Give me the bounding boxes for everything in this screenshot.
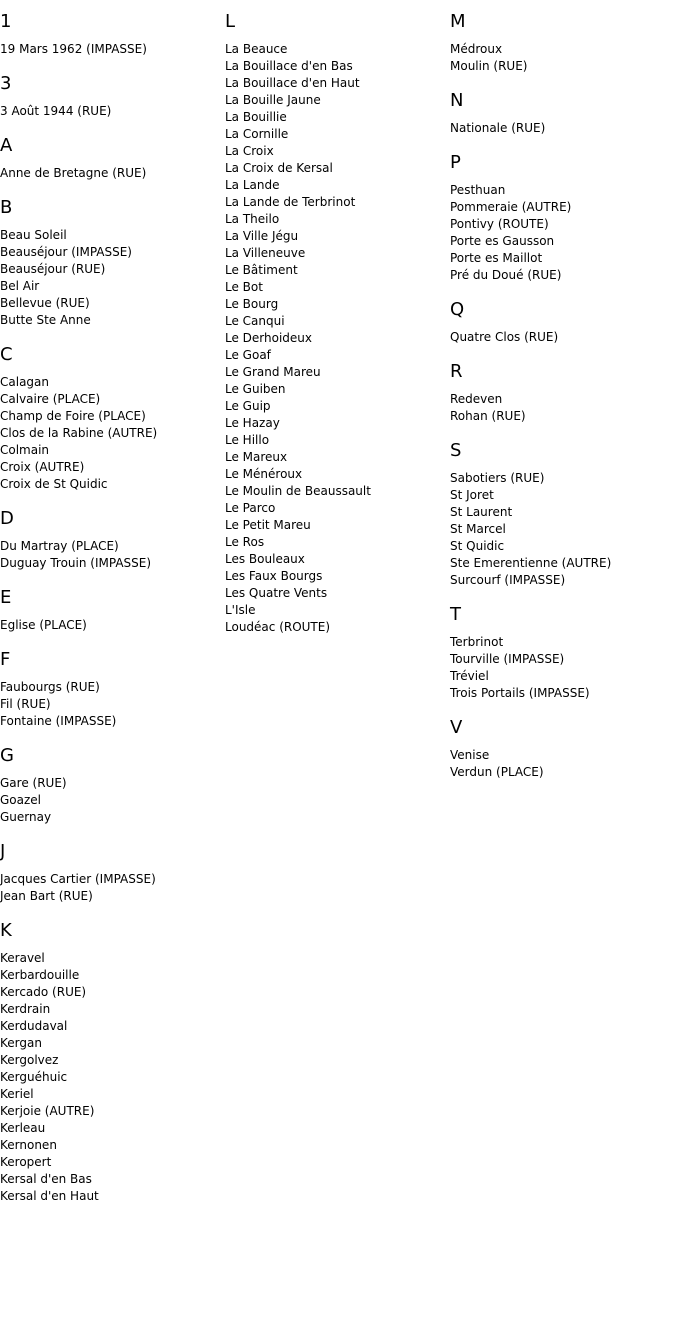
street-list	[450, 634, 675, 702]
letter-heading: Q	[450, 299, 465, 320]
street-link[interactable]: Les Quatre Vents	[225, 586, 328, 600]
street-link[interactable]: Gare (RUE)	[0, 776, 67, 790]
street-list	[450, 329, 675, 346]
street-link[interactable]: Le Moulin de Beaussault	[225, 484, 371, 498]
street-link[interactable]: Le Canqui	[225, 314, 285, 328]
letter-heading: V	[450, 717, 463, 738]
street-list	[0, 227, 220, 329]
street-link[interactable]: La Bouillace d'en Haut	[225, 76, 360, 90]
street-link[interactable]: Tréviel	[450, 669, 489, 683]
letter-group	[450, 90, 675, 137]
street-link[interactable]: Le Bâtiment	[225, 263, 298, 277]
street-list	[450, 747, 675, 781]
street-link[interactable]: St Laurent	[450, 505, 513, 519]
street-link[interactable]: Kerjoie (AUTRE)	[0, 1104, 95, 1118]
street-link[interactable]: Sabotiers (RUE)	[450, 471, 545, 485]
street-link[interactable]: Nationale (RUE)	[450, 121, 546, 135]
street-link[interactable]: Pommeraie (AUTRE)	[450, 200, 572, 214]
letter-heading: T	[450, 604, 461, 625]
street-link[interactable]: Faubourgs (RUE)	[0, 680, 100, 694]
street-link[interactable]: Le Goaf	[225, 348, 271, 362]
letter-group	[450, 440, 675, 589]
street-link[interactable]: Goazel	[0, 793, 42, 807]
street-link[interactable]: Le Parco	[225, 501, 276, 515]
letter-heading: N	[450, 90, 464, 111]
street-index-column-1	[0, 11, 220, 1220]
street-link[interactable]: Le Guiben	[225, 382, 286, 396]
street-link[interactable]: Croix de St Quidic	[0, 477, 108, 491]
street-list	[0, 103, 220, 120]
letter-heading: G	[0, 745, 14, 766]
street-link[interactable]: La Bouille Jaune	[225, 93, 321, 107]
letter-group	[0, 197, 220, 329]
street-link[interactable]: La Lande de Terbrinot	[225, 195, 356, 209]
street-link[interactable]: Anne de Bretagne (RUE)	[0, 166, 147, 180]
street-list	[0, 871, 220, 905]
street-list	[450, 391, 675, 425]
street-link[interactable]: Duguay Trouin (IMPASSE)	[0, 556, 152, 570]
street-link[interactable]: Du Martray (PLACE)	[0, 539, 119, 553]
street-link[interactable]: Kercado (RUE)	[0, 985, 87, 999]
street-link[interactable]: Kerbardouille	[0, 968, 80, 982]
street-link[interactable]: Verdun (PLACE)	[450, 765, 544, 779]
street-link[interactable]: Surcourf (IMPASSE)	[450, 573, 566, 587]
letter-group	[450, 11, 675, 75]
street-link[interactable]: 19 Mars 1962 (IMPASSE)	[0, 42, 147, 56]
street-link[interactable]: La Croix	[225, 144, 274, 158]
street-link[interactable]: Terbrinot	[450, 635, 504, 649]
letter-group	[225, 11, 445, 636]
letter-group	[0, 920, 220, 1205]
letter-group	[0, 344, 220, 493]
letter-group	[0, 649, 220, 730]
street-list	[0, 950, 220, 1205]
street-link[interactable]: Le Mareux	[225, 450, 288, 464]
street-link[interactable]: Quatre Clos (RUE)	[450, 330, 559, 344]
street-link[interactable]: L'Isle	[225, 603, 256, 617]
letter-heading: C	[0, 344, 13, 365]
street-list	[0, 165, 220, 182]
street-link[interactable]: Pontivy (ROUTE)	[450, 217, 549, 231]
street-link[interactable]: Kerdudaval	[0, 1019, 68, 1033]
street-link[interactable]: Bel Air	[0, 279, 40, 293]
letter-heading: P	[450, 152, 461, 173]
street-list	[450, 182, 675, 284]
letter-heading: K	[0, 920, 12, 941]
street-link[interactable]: La Croix de Kersal	[225, 161, 333, 175]
street-link[interactable]: Pré du Doué (RUE)	[450, 268, 562, 282]
letter-group	[0, 135, 220, 182]
letter-heading: 3	[0, 73, 12, 94]
street-link[interactable]: Le Hillo	[225, 433, 270, 447]
letter-heading: A	[0, 135, 13, 156]
letter-heading: L	[225, 11, 236, 32]
street-link[interactable]: Kernonen	[0, 1138, 57, 1152]
letter-heading: E	[0, 587, 12, 608]
letter-heading: R	[450, 361, 463, 382]
street-link[interactable]: St Quidic	[450, 539, 505, 553]
street-link[interactable]: Calagan	[0, 375, 49, 389]
letter-heading: 1	[0, 11, 12, 32]
street-link[interactable]: Keriel	[0, 1087, 34, 1101]
street-link[interactable]: Le Bourg	[225, 297, 279, 311]
letter-heading: S	[450, 440, 462, 461]
street-link[interactable]: La Ville Jégu	[225, 229, 299, 243]
street-link[interactable]: Beauséjour (IMPASSE)	[0, 245, 132, 259]
street-link[interactable]: Kergolvez	[0, 1053, 59, 1067]
street-link[interactable]: Butte Ste Anne	[0, 313, 91, 327]
street-link[interactable]: Kersal d'en Bas	[0, 1172, 92, 1186]
street-link[interactable]: Fil (RUE)	[0, 697, 51, 711]
street-link[interactable]: Colmain	[0, 443, 50, 457]
street-link[interactable]: Les Faux Bourgs	[225, 569, 323, 583]
street-link[interactable]: St Joret	[450, 488, 494, 502]
letter-heading: M	[450, 11, 466, 32]
letter-group	[0, 587, 220, 634]
street-link[interactable]: Médroux	[450, 42, 503, 56]
street-link[interactable]: Kerdrain	[0, 1002, 51, 1016]
street-link[interactable]: Porte es Gausson	[450, 234, 555, 248]
street-link[interactable]: La Lande	[225, 178, 280, 192]
street-link[interactable]: Jean Bart (RUE)	[0, 889, 93, 903]
street-link[interactable]: Kergan	[0, 1036, 42, 1050]
street-list	[0, 41, 220, 58]
street-link[interactable]: Jacques Cartier (IMPASSE)	[0, 872, 156, 886]
street-link[interactable]: Le Ménéroux	[225, 467, 303, 481]
letter-heading: D	[0, 508, 14, 529]
street-index-column-3	[450, 11, 675, 796]
street-link[interactable]: 3 Août 1944 (RUE)	[0, 104, 112, 118]
street-link[interactable]: La Beauce	[225, 42, 288, 56]
letter-group	[0, 841, 220, 905]
letter-group	[0, 745, 220, 826]
street-link[interactable]: Pesthuan	[450, 183, 506, 197]
street-link[interactable]: Le Petit Mareu	[225, 518, 311, 532]
letter-group	[0, 11, 220, 58]
street-link[interactable]: Le Derhoideux	[225, 331, 313, 345]
street-link[interactable]: Bellevue (RUE)	[0, 296, 90, 310]
street-link[interactable]: Kerguéhuic	[0, 1070, 68, 1084]
street-link[interactable]: Les Bouleaux	[225, 552, 305, 566]
letter-group	[450, 299, 675, 346]
letter-group	[450, 604, 675, 702]
street-link[interactable]: Le Guip	[225, 399, 271, 413]
street-link[interactable]: Croix (AUTRE)	[0, 460, 85, 474]
street-list	[0, 374, 220, 493]
street-list	[0, 617, 220, 634]
street-link[interactable]: Guernay	[0, 810, 52, 824]
letter-group	[0, 508, 220, 572]
letter-group	[450, 152, 675, 284]
street-link[interactable]: Le Grand Mareu	[225, 365, 321, 379]
street-link[interactable]: Ste Emerentienne (AUTRE)	[450, 556, 612, 570]
street-link[interactable]: Trois Portails (IMPASSE)	[450, 686, 590, 700]
letter-group	[0, 73, 220, 120]
letter-group	[450, 361, 675, 425]
street-link[interactable]: Loudéac (ROUTE)	[225, 620, 331, 634]
street-link[interactable]: Beauséjour (RUE)	[0, 262, 106, 276]
street-link[interactable]: Venise	[450, 748, 490, 762]
street-link[interactable]: Kersal d'en Haut	[0, 1189, 99, 1203]
street-link[interactable]: Clos de la Rabine (AUTRE)	[0, 426, 158, 440]
street-list	[0, 538, 220, 572]
street-link[interactable]: La Bouillie	[225, 110, 287, 124]
street-index-column-2	[225, 11, 445, 651]
street-list	[450, 120, 675, 137]
letter-group	[450, 717, 675, 781]
street-link[interactable]: Keropert	[0, 1155, 52, 1169]
street-link[interactable]: Rohan (RUE)	[450, 409, 526, 423]
letter-heading: J	[0, 841, 6, 862]
street-link[interactable]: Le Hazay	[225, 416, 280, 430]
street-link[interactable]: Kerleau	[0, 1121, 46, 1135]
street-list	[450, 470, 675, 589]
street-link[interactable]: Redeven	[450, 392, 503, 406]
street-link[interactable]: La Cornille	[225, 127, 289, 141]
street-link[interactable]: Moulin (RUE)	[450, 59, 528, 73]
street-link[interactable]: La Bouillace d'en Bas	[225, 59, 353, 73]
street-link[interactable]: Porte es Maillot	[450, 251, 543, 265]
street-link[interactable]: Beau Soleil	[0, 228, 67, 242]
letter-heading: B	[0, 197, 13, 218]
letter-heading: F	[0, 649, 11, 670]
street-list	[225, 41, 445, 636]
street-link[interactable]: Eglise (PLACE)	[0, 618, 87, 632]
street-link[interactable]: Calvaire (PLACE)	[0, 392, 101, 406]
street-list	[450, 41, 675, 75]
street-link[interactable]: La Theilo	[225, 212, 280, 226]
street-list	[0, 775, 220, 826]
street-link[interactable]: Fontaine (IMPASSE)	[0, 714, 117, 728]
street-list	[0, 679, 220, 730]
street-link[interactable]: Tourville (IMPASSE)	[450, 652, 565, 666]
street-link[interactable]: Le Bot	[225, 280, 263, 294]
street-link[interactable]: Le Ros	[225, 535, 265, 549]
street-link[interactable]: St Marcel	[450, 522, 506, 536]
street-link[interactable]: La Villeneuve	[225, 246, 306, 260]
street-link[interactable]: Keravel	[0, 951, 45, 965]
street-link[interactable]: Champ de Foire (PLACE)	[0, 409, 146, 423]
